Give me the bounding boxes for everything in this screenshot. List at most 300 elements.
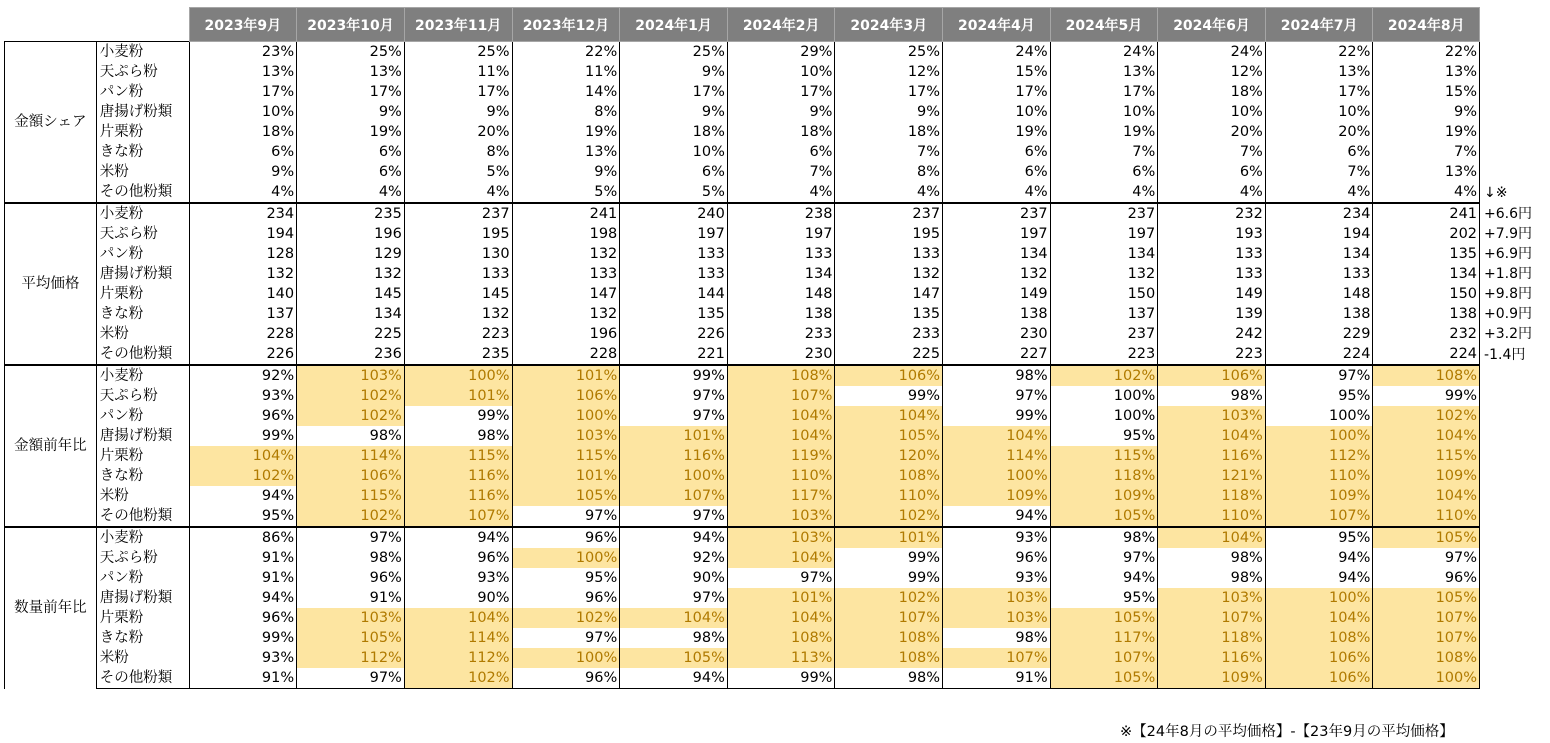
row-label: 天ぷら粉 — [96, 62, 189, 82]
value-cell: 102% — [297, 506, 405, 527]
value-cell: 137 — [1050, 304, 1158, 324]
row-label: パン粉 — [96, 568, 189, 588]
value-cell: 17% — [297, 82, 405, 102]
value-cell: 130 — [404, 244, 512, 264]
value-cell: 97% — [1050, 548, 1158, 568]
value-cell: 230 — [727, 344, 835, 365]
value-cell: 91% — [297, 588, 405, 608]
value-cell: 94% — [1265, 548, 1373, 568]
value-cell: 98% — [404, 426, 512, 446]
value-cell: 114% — [404, 628, 512, 648]
value-cell: 144 — [620, 284, 728, 304]
value-cell: 6% — [1158, 162, 1266, 182]
value-cell: 129 — [297, 244, 405, 264]
value-cell: 133 — [727, 244, 835, 264]
row-label: きな粉 — [96, 466, 189, 486]
value-cell: 198 — [512, 224, 620, 244]
value-cell: 133 — [1158, 264, 1266, 284]
row-note — [1480, 406, 1550, 426]
value-cell: 116% — [404, 466, 512, 486]
value-cell: 100% — [1373, 668, 1480, 689]
value-cell: 223 — [404, 324, 512, 344]
value-cell: 109% — [1265, 486, 1373, 506]
value-cell: 4% — [404, 182, 512, 203]
value-cell: 149 — [943, 284, 1051, 304]
value-cell: 104% — [1373, 426, 1480, 446]
row-note: +9.8円 — [1484, 286, 1533, 302]
value-cell: 101% — [404, 386, 512, 406]
value-cell: 227 — [943, 344, 1051, 365]
value-cell: 193 — [1158, 224, 1266, 244]
table-row — [5, 244, 1550, 264]
value-cell: 133 — [1158, 244, 1266, 264]
value-cell: 105% — [297, 628, 405, 648]
value-cell: 107% — [943, 648, 1051, 668]
value-cell: 20% — [1265, 122, 1373, 142]
value-cell: 102% — [297, 406, 405, 426]
value-cell: 96% — [512, 527, 620, 548]
value-cell: 11% — [512, 62, 620, 82]
value-cell: 94% — [1050, 568, 1158, 588]
value-cell: 13% — [1373, 162, 1480, 182]
value-cell: 93% — [189, 648, 297, 668]
table-row — [5, 344, 1550, 365]
value-cell: 147 — [835, 284, 943, 304]
value-cell: 17% — [1050, 82, 1158, 102]
month-header: 2023年11月 — [404, 8, 512, 42]
value-cell: 24% — [943, 42, 1051, 63]
value-cell: 134 — [1373, 264, 1480, 284]
row-note — [1480, 102, 1550, 122]
value-cell: 118% — [1158, 486, 1266, 506]
value-cell: 109% — [1158, 668, 1266, 689]
value-cell: 92% — [189, 365, 297, 386]
value-cell: 100% — [1050, 406, 1158, 426]
value-cell: 95% — [1050, 588, 1158, 608]
value-cell: 13% — [297, 62, 405, 82]
value-cell: 99% — [189, 628, 297, 648]
value-cell: 132 — [835, 264, 943, 284]
value-cell: 98% — [1158, 568, 1266, 588]
value-cell: 234 — [1265, 203, 1373, 224]
value-cell: 98% — [297, 548, 405, 568]
row-note — [1480, 548, 1550, 568]
section-label: 数量前年比 — [5, 527, 97, 689]
row-note — [1480, 122, 1550, 142]
value-cell: 10% — [1158, 102, 1266, 122]
value-cell: 96% — [1373, 568, 1480, 588]
value-cell: 103% — [297, 365, 405, 386]
row-note — [1480, 162, 1550, 182]
corner-cell — [96, 8, 189, 42]
value-cell: 118% — [1050, 466, 1158, 486]
value-cell: 99% — [727, 668, 835, 689]
value-cell: 116% — [1158, 446, 1266, 466]
data-table — [4, 7, 1550, 689]
value-cell: 91% — [943, 668, 1051, 689]
row-label: 小麦粉 — [96, 42, 189, 63]
value-cell: 237 — [835, 203, 943, 224]
value-cell: 97% — [620, 406, 728, 426]
value-cell: 104% — [1158, 527, 1266, 548]
value-cell: 195 — [404, 224, 512, 244]
value-cell: 232 — [1373, 324, 1480, 344]
row-label: 米粉 — [96, 324, 189, 344]
value-cell: 17% — [404, 82, 512, 102]
value-cell: 9% — [620, 102, 728, 122]
header-row — [5, 8, 1550, 42]
value-cell: 8% — [835, 162, 943, 182]
value-cell: 225 — [297, 324, 405, 344]
value-cell: 106% — [1265, 648, 1373, 668]
value-cell: 100% — [620, 466, 728, 486]
value-cell: 134 — [297, 304, 405, 324]
value-cell: 133 — [620, 264, 728, 284]
value-cell: 115% — [297, 486, 405, 506]
row-note: ↓※ — [1484, 184, 1508, 201]
value-cell: 103% — [512, 426, 620, 446]
value-cell: 109% — [1050, 486, 1158, 506]
value-cell: 94% — [620, 527, 728, 548]
month-header: 2023年12月 — [512, 8, 620, 42]
value-cell: 103% — [727, 506, 835, 527]
value-cell: 19% — [943, 122, 1051, 142]
value-cell: 100% — [1265, 406, 1373, 426]
row-label: 米粉 — [96, 648, 189, 668]
value-cell: 19% — [1373, 122, 1480, 142]
value-cell: 232 — [1158, 203, 1266, 224]
value-cell: 134 — [727, 264, 835, 284]
row-note — [1480, 365, 1550, 386]
value-cell: 95% — [1050, 426, 1158, 446]
row-note — [1480, 588, 1550, 608]
value-cell: 106% — [1265, 668, 1373, 689]
value-cell: 223 — [1050, 344, 1158, 365]
value-cell: 17% — [1265, 82, 1373, 102]
value-cell: 22% — [512, 42, 620, 63]
row-note — [1480, 608, 1550, 628]
value-cell: 102% — [835, 588, 943, 608]
value-cell: 133 — [1265, 264, 1373, 284]
value-cell: 13% — [1050, 62, 1158, 82]
row-label: パン粉 — [96, 406, 189, 426]
value-cell: 224 — [1265, 344, 1373, 365]
value-cell: 97% — [512, 628, 620, 648]
value-cell: 108% — [727, 628, 835, 648]
value-cell: 121% — [1158, 466, 1266, 486]
table-row — [5, 122, 1550, 142]
value-cell: 105% — [1050, 608, 1158, 628]
value-cell: 9% — [727, 102, 835, 122]
value-cell: 138 — [1373, 304, 1480, 324]
value-cell: 229 — [1265, 324, 1373, 344]
value-cell: 132 — [512, 304, 620, 324]
table-row — [5, 426, 1550, 446]
value-cell: 106% — [512, 386, 620, 406]
value-cell: 133 — [835, 244, 943, 264]
value-cell: 108% — [835, 648, 943, 668]
value-cell: 98% — [620, 628, 728, 648]
row-note: +3.2円 — [1484, 326, 1533, 342]
value-cell: 235 — [297, 203, 405, 224]
value-cell: 109% — [943, 486, 1051, 506]
value-cell: 20% — [404, 122, 512, 142]
value-cell: 102% — [404, 668, 512, 689]
value-cell: 237 — [404, 203, 512, 224]
value-cell: 9% — [835, 102, 943, 122]
table-row — [5, 608, 1550, 628]
value-cell: 4% — [943, 182, 1051, 203]
row-label: パン粉 — [96, 82, 189, 102]
value-cell: 97% — [1265, 365, 1373, 386]
value-cell: 17% — [727, 82, 835, 102]
value-cell: 96% — [297, 568, 405, 588]
value-cell: 91% — [189, 668, 297, 689]
value-cell: 134 — [1050, 244, 1158, 264]
row-label: 天ぷら粉 — [96, 386, 189, 406]
footnote: ※【24年8月の平均価格】-【23年9月の平均価格】 — [1120, 724, 1454, 740]
value-cell: 9% — [404, 102, 512, 122]
value-cell: 132 — [512, 244, 620, 264]
row-label: その他粉類 — [96, 182, 189, 203]
value-cell: 9% — [512, 162, 620, 182]
value-cell: 17% — [943, 82, 1051, 102]
row-label: 片栗粉 — [96, 608, 189, 628]
value-cell: 18% — [1158, 82, 1266, 102]
value-cell: 96% — [404, 548, 512, 568]
row-note — [1480, 466, 1550, 486]
value-cell: 6% — [297, 162, 405, 182]
value-cell: 133 — [404, 264, 512, 284]
value-cell: 94% — [404, 527, 512, 548]
value-cell: 238 — [727, 203, 835, 224]
value-cell: 13% — [189, 62, 297, 82]
value-cell: 99% — [835, 568, 943, 588]
value-cell: 102% — [512, 608, 620, 628]
row-label: 天ぷら粉 — [96, 548, 189, 568]
value-cell: 99% — [404, 406, 512, 426]
value-cell: 94% — [189, 486, 297, 506]
value-cell: 95% — [1265, 527, 1373, 548]
value-cell: 98% — [297, 426, 405, 446]
value-cell: 100% — [512, 548, 620, 568]
value-cell: 18% — [727, 122, 835, 142]
value-cell: 13% — [512, 142, 620, 162]
value-cell: 94% — [620, 668, 728, 689]
value-cell: 103% — [1158, 588, 1266, 608]
value-cell: 108% — [727, 365, 835, 386]
value-cell: 104% — [620, 608, 728, 628]
value-cell: 102% — [189, 466, 297, 486]
value-cell: 99% — [620, 365, 728, 386]
value-cell: 132 — [297, 264, 405, 284]
table-row — [5, 304, 1550, 324]
value-cell: 103% — [1158, 406, 1266, 426]
value-cell: 94% — [943, 506, 1051, 527]
value-cell: 150 — [1373, 284, 1480, 304]
value-cell: 196 — [297, 224, 405, 244]
section-label: 金額前年比 — [5, 365, 97, 527]
value-cell: 100% — [1265, 426, 1373, 446]
value-cell: 106% — [1158, 365, 1266, 386]
value-cell: 14% — [512, 82, 620, 102]
value-cell: 149 — [1158, 284, 1266, 304]
value-cell: 98% — [943, 365, 1051, 386]
value-cell: 101% — [835, 527, 943, 548]
value-cell: 132 — [943, 264, 1051, 284]
value-cell: 110% — [1158, 506, 1266, 527]
value-cell: 105% — [1050, 506, 1158, 527]
value-cell: 97% — [620, 588, 728, 608]
value-cell: 96% — [189, 406, 297, 426]
table-row — [5, 324, 1550, 344]
value-cell: 7% — [727, 162, 835, 182]
value-cell: 138 — [727, 304, 835, 324]
value-cell: 112% — [297, 648, 405, 668]
row-note — [1480, 446, 1550, 466]
month-header: 2024年6月 — [1158, 8, 1266, 42]
table-row — [5, 102, 1550, 122]
value-cell: 105% — [1050, 668, 1158, 689]
value-cell: 108% — [1373, 648, 1480, 668]
row-label: 米粉 — [96, 486, 189, 506]
value-cell: 134 — [943, 244, 1051, 264]
value-cell: 100% — [512, 648, 620, 668]
row-label: 小麦粉 — [96, 527, 189, 548]
value-cell: 107% — [727, 386, 835, 406]
value-cell: 95% — [512, 568, 620, 588]
row-label: 片栗粉 — [96, 284, 189, 304]
value-cell: 197 — [620, 224, 728, 244]
value-cell: 107% — [404, 506, 512, 527]
row-label: 唐揚げ粉類 — [96, 588, 189, 608]
value-cell: 7% — [1158, 142, 1266, 162]
table-row — [5, 224, 1550, 244]
value-cell: 116% — [620, 446, 728, 466]
value-cell: 11% — [404, 62, 512, 82]
value-cell: 132 — [1050, 264, 1158, 284]
value-cell: 8% — [512, 102, 620, 122]
value-cell: 9% — [1373, 102, 1480, 122]
value-cell: 226 — [189, 344, 297, 365]
row-label: その他粉類 — [96, 506, 189, 527]
table-row — [5, 568, 1550, 588]
row-label: きな粉 — [96, 628, 189, 648]
value-cell: 103% — [943, 588, 1051, 608]
value-cell: 236 — [297, 344, 405, 365]
row-label: 片栗粉 — [96, 122, 189, 142]
value-cell: 10% — [620, 142, 728, 162]
value-cell: 99% — [1373, 386, 1480, 406]
value-cell: 194 — [1265, 224, 1373, 244]
section-label: 金額シェア — [5, 42, 97, 204]
value-cell: 98% — [1158, 548, 1266, 568]
table-row — [5, 264, 1550, 284]
value-cell: 101% — [512, 466, 620, 486]
value-cell: 104% — [727, 548, 835, 568]
value-cell: 107% — [1050, 648, 1158, 668]
value-cell: 133 — [620, 244, 728, 264]
month-header: 2024年5月 — [1050, 8, 1158, 42]
value-cell: 230 — [943, 324, 1051, 344]
value-cell: 114% — [943, 446, 1051, 466]
value-cell: 116% — [1158, 648, 1266, 668]
value-cell: 100% — [404, 365, 512, 386]
value-cell: 94% — [189, 588, 297, 608]
value-cell: 110% — [727, 466, 835, 486]
value-cell: 115% — [1050, 446, 1158, 466]
month-header: 2024年4月 — [943, 8, 1051, 42]
table-row — [5, 506, 1550, 527]
row-note — [1480, 527, 1550, 548]
value-cell: 6% — [943, 142, 1051, 162]
value-cell: 8% — [404, 142, 512, 162]
value-cell: 225 — [835, 344, 943, 365]
value-cell: 112% — [404, 648, 512, 668]
value-cell: 92% — [620, 548, 728, 568]
value-cell: 115% — [512, 446, 620, 466]
row-label: 唐揚げ粉類 — [96, 426, 189, 446]
value-cell: 10% — [1265, 102, 1373, 122]
value-cell: 5% — [620, 182, 728, 203]
month-header: 2024年8月 — [1373, 8, 1480, 42]
value-cell: 104% — [727, 426, 835, 446]
value-cell: 237 — [1050, 203, 1158, 224]
value-cell: 17% — [835, 82, 943, 102]
value-cell: 102% — [835, 506, 943, 527]
value-cell: 25% — [835, 42, 943, 63]
row-label: 片栗粉 — [96, 446, 189, 466]
value-cell: 90% — [404, 588, 512, 608]
value-cell: 197 — [1050, 224, 1158, 244]
value-cell: 15% — [1373, 82, 1480, 102]
month-header: 2024年1月 — [620, 8, 728, 42]
value-cell: 10% — [943, 102, 1051, 122]
table-wrapper — [4, 7, 1550, 689]
value-cell: 108% — [1265, 628, 1373, 648]
value-cell: 128 — [189, 244, 297, 264]
value-cell: 23% — [189, 42, 297, 63]
value-cell: 104% — [1265, 608, 1373, 628]
row-label: パン粉 — [96, 244, 189, 264]
value-cell: 237 — [1050, 324, 1158, 344]
row-label: 唐揚げ粉類 — [96, 264, 189, 284]
value-cell: 97% — [620, 386, 728, 406]
value-cell: 138 — [943, 304, 1051, 324]
value-cell: 4% — [835, 182, 943, 203]
value-cell: 138 — [1265, 304, 1373, 324]
value-cell: 29% — [727, 42, 835, 63]
value-cell: 25% — [297, 42, 405, 63]
value-cell: 235 — [404, 344, 512, 365]
value-cell: 22% — [1373, 42, 1480, 63]
table-row — [5, 162, 1550, 182]
value-cell: 4% — [1050, 182, 1158, 203]
value-cell: 100% — [512, 406, 620, 426]
value-cell: 135 — [1373, 244, 1480, 264]
value-cell: 112% — [1265, 446, 1373, 466]
value-cell: 102% — [297, 386, 405, 406]
value-cell: 98% — [1158, 386, 1266, 406]
value-cell: 100% — [943, 466, 1051, 486]
value-cell: 22% — [1265, 42, 1373, 63]
value-cell: 18% — [189, 122, 297, 142]
value-cell: 97% — [727, 568, 835, 588]
value-cell: 110% — [1265, 466, 1373, 486]
value-cell: 233 — [835, 324, 943, 344]
value-cell: 104% — [1373, 486, 1480, 506]
value-cell: 107% — [1158, 608, 1266, 628]
